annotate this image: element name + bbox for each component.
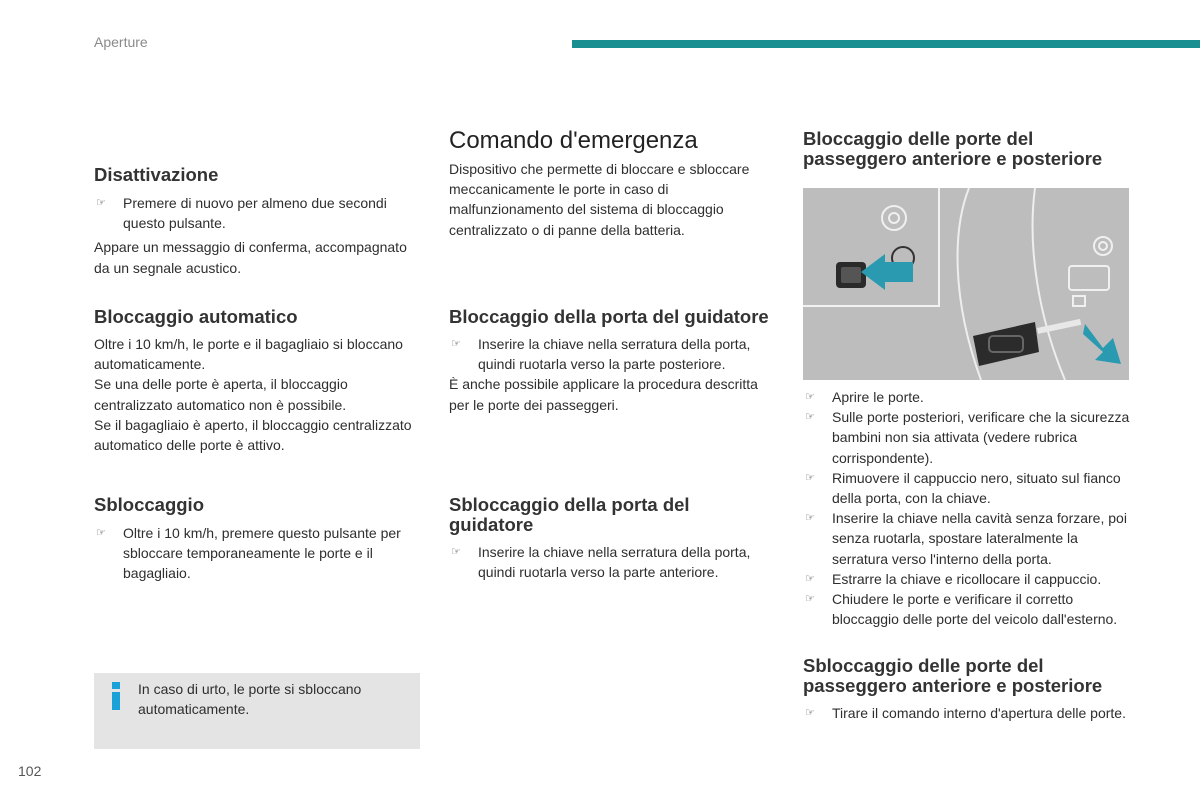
page-number: 102 [18,763,42,779]
section-label: Aperture [94,34,148,50]
bloccaggio-guidatore-text: È anche possibile applicare la procedura descritta per le porte dei passeggeri. [449,376,758,413]
info-text: In caso di urto, le porte si sbloccano automaticamente. [138,681,362,718]
comando-emergenza-section [449,127,771,240]
bloccaggio-passeggero-heading [803,129,1133,169]
hand-pointer-icon: ☞ [805,471,815,484]
paragraph-line: Oltre i 10 km/h, le porte e il bagagliaio si bloccano automaticamente. [94,336,403,373]
bloccaggio-automatico-section [94,307,420,455]
list-item: ☞ Premere di nuovo per almeno due secondi questo pulsante. [96,195,387,232]
list-item: ☞ Estrarre la chiave e ricollocare il cappuccio. [803,569,1133,589]
sbloccaggio-guidatore-title: Sbloccaggio della porta del guidatore [449,494,690,535]
page-title: Comando d'emergenza [449,127,698,154]
bloccaggio-passeggero-steps [803,387,1133,629]
list-item: ☞ Inserire la chiave nella serratura della porta, quindi ruotarla verso la parte anteriore. [451,544,751,581]
hand-pointer-icon: ☞ [805,593,815,606]
disattivazione-text: Appare un messaggio di conferma, accompagnato da un segnale acustico. [94,239,407,276]
list-item: ☞ Sulle porte posteriori, verificare che la sicurezza bambini non sia attivata (vedere rubrica corrispondente). [805,409,1130,466]
hand-pointer-icon: ☞ [805,572,815,585]
list-item: ☞ Oltre i 10 km/h, premere questo pulsante per sbloccare temporaneamente le porte e il bagagliaio. [96,525,401,582]
list-item: ☞ Inserire la chiave nella serratura della porta, quindi ruotarla verso la parte posteriore. [451,336,751,373]
list-item: ☞ Chiudere le porte e verificare il corretto bloccaggio delle porte del veicolo dall'esterno. [805,591,1118,628]
sbloccaggio-title: Sbloccaggio [94,494,204,515]
hand-pointer-icon: ☞ [805,707,815,719]
header-accent-bar [572,40,1200,48]
door-lock-illustration [803,188,1129,380]
comando-text: Dispositivo che permette di bloccare e sbloccare meccanicamente le porte in caso di malfunzionamento del sistema di bloccaggio centralizzato o di panne della batteria. [449,161,750,238]
sbloccaggio-guidatore-section [449,495,771,582]
hand-pointer-icon: ☞ [805,411,815,424]
hand-pointer-icon: ☞ [805,391,815,403]
list-item: ☞ Rimuovere il cappuccio nero, situato sul fianco della porta, con la chiave. [805,469,1121,507]
disattivazione-section [94,165,420,278]
disattivazione-title: Disattivazione [94,164,219,185]
list-item: ☞ Aprire le porte. [803,387,1133,407]
list-item: ☞ Tirare il comando interno d'apertura delle porte. [803,703,1133,723]
bloccaggio-automatico-title: Bloccaggio automatico [94,306,298,327]
bloccaggio-guidatore-title: Bloccaggio della porta del guidatore [449,306,769,327]
hand-pointer-icon: ☞ [451,338,461,350]
bloccaggio-passeggero-title: Bloccaggio delle porte del passeggero anteriore e posteriore [803,128,1103,169]
sbloccaggio-passeggero-title: Sbloccaggio delle porte del passeggero anteriore e posteriore [803,655,1103,696]
hand-pointer-icon: ☞ [805,512,815,525]
sbloccaggio-section [94,495,420,584]
paragraph-line: Se il bagagliaio è aperto, il bloccaggio centralizzato automatico delle porte è attivo. [94,416,412,454]
sbloccaggio-passeggero-section [803,656,1133,723]
info-icon [110,682,122,712]
list-item: ☞ Inserire la chiave nella cavità senza forzare, poi senza ruotarla, spostare lateralmente la serratura verso l'interno della porta. [805,510,1127,567]
info-box [94,673,420,749]
hand-pointer-icon: ☞ [96,197,106,209]
paragraph-line: Se una delle porte è aperta, il bloccaggio centralizzato automatico non è possibile. [94,376,348,413]
bloccaggio-guidatore-section [449,307,771,415]
hand-pointer-icon: ☞ [451,546,461,558]
hand-pointer-icon: ☞ [96,527,106,539]
